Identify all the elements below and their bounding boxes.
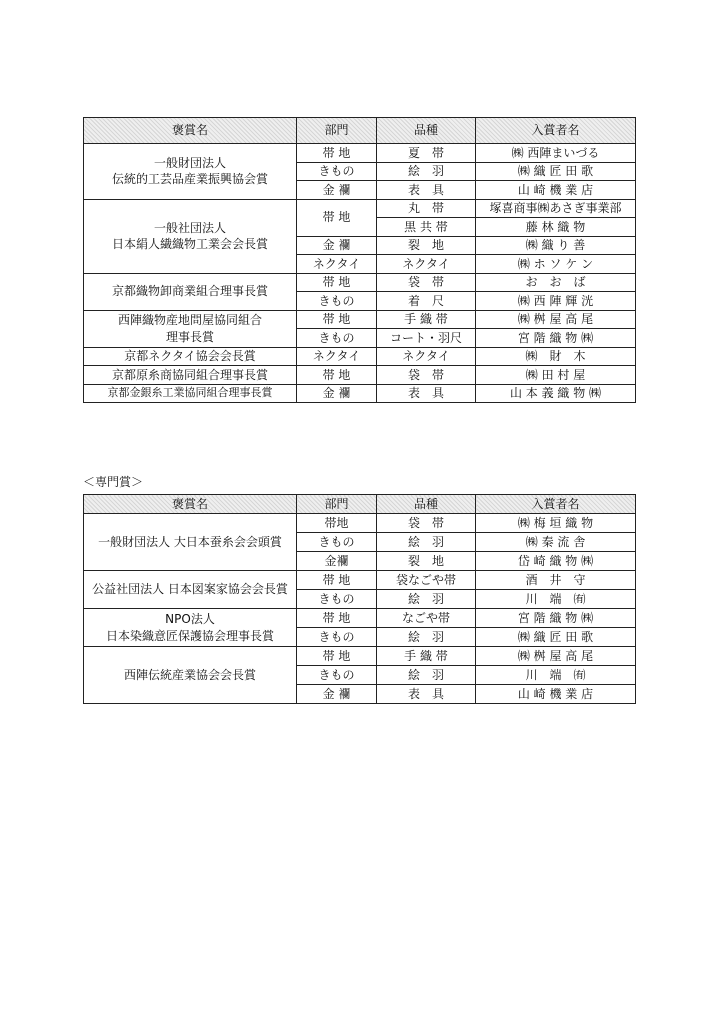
- winner-cell: ㈱ 織 り 善: [476, 236, 636, 255]
- winner-cell: ㈱ 秦 流 舎: [476, 533, 636, 552]
- winner-cell: 岱 崎 織 物 ㈱: [476, 552, 636, 571]
- winner-cell: 塚喜商事㈱あさぎ事業部: [476, 199, 636, 218]
- award-name-line: 公益社団法人 日本図案家協会会長賞: [92, 582, 288, 597]
- table-header-row: [84, 495, 636, 514]
- award-name-line: 日本絹人繊織物工業会会長賞: [111, 237, 268, 251]
- header-winner: 入賞者名: [476, 118, 636, 144]
- winner-cell: ㈱ 西 陣 輝 洸: [476, 292, 636, 311]
- winner-cell: ㈱ ホ ソ ケ ン: [476, 255, 636, 274]
- award-name-line: 伝統的工芸品産業振興協会賞: [111, 172, 268, 187]
- winner-cell: 川 端 ㈲: [476, 666, 636, 685]
- header-award: 褒賞名: [84, 118, 297, 144]
- winner-cell: ㈱ 西陣まいづる: [476, 144, 636, 163]
- winner-cell: 山 崎 機 業 店: [476, 685, 636, 704]
- award-name-line: 理事長賞: [165, 329, 214, 344]
- item-cell: 手 織 帯: [377, 647, 476, 666]
- winner-cell: 山 崎 機 業 店: [476, 181, 636, 200]
- table-row: [84, 144, 636, 163]
- winner-cell: 酒 井 守: [476, 571, 636, 590]
- table-row: [84, 199, 636, 218]
- dept-cell: ネクタイ: [297, 255, 377, 274]
- item-cell: 絵 羽: [377, 162, 476, 181]
- table-row: [84, 347, 636, 366]
- award-name-cell: [84, 571, 297, 609]
- award-name-cell: [84, 310, 297, 347]
- dept-cell: 帯 地: [297, 609, 377, 628]
- item-cell: なごや帯: [377, 609, 476, 628]
- dept-cell: きもの: [297, 533, 377, 552]
- dept-cell: 金襴: [297, 552, 377, 571]
- item-cell: 黒 共 帯: [377, 218, 476, 237]
- item-cell: 絵 羽: [377, 666, 476, 685]
- winner-cell: ㈱ 桝 屋 高 尾: [476, 310, 636, 329]
- item-cell: コート・羽尺: [377, 329, 476, 348]
- dept-cell: きもの: [297, 666, 377, 685]
- item-cell: ネクタイ: [377, 347, 476, 366]
- table-row: [84, 366, 636, 385]
- award-name-line: 京都原糸商協同組合理事長賞: [111, 367, 268, 382]
- award-name-cell: [84, 273, 297, 310]
- table-row: [84, 647, 636, 666]
- item-cell: 袋 帯: [377, 514, 476, 533]
- table-header-row: [84, 118, 636, 144]
- award-name-cell: [84, 384, 297, 403]
- section-label-specialty-awards: ＜専門賞＞: [83, 475, 144, 489]
- dept-cell: 帯 地: [297, 199, 377, 236]
- winner-cell: ㈱ 梅 垣 織 物: [476, 514, 636, 533]
- winner-cell: 山 本 義 織 物 ㈱: [476, 384, 636, 403]
- item-cell: 表 具: [377, 181, 476, 200]
- item-cell: 袋 帯: [377, 366, 476, 385]
- item-cell: 表 具: [377, 685, 476, 704]
- dept-cell: きもの: [297, 292, 377, 311]
- dept-cell: 帯 地: [297, 366, 377, 385]
- dept-cell: 帯 地: [297, 647, 377, 666]
- award-name-line: 一般財団法人: [153, 156, 226, 171]
- winner-cell: ㈱ 織 匠 田 歌: [476, 628, 636, 647]
- award-name-cell: [84, 647, 297, 704]
- table-body: [84, 514, 636, 704]
- item-cell: 丸 帯: [377, 199, 476, 218]
- item-cell: ネクタイ: [377, 255, 476, 274]
- table-row: [84, 609, 636, 628]
- award-name-cell: [84, 144, 297, 200]
- dept-cell: 帯 地: [297, 310, 377, 329]
- item-cell: 着 尺: [377, 292, 476, 311]
- item-cell: 手 織 帯: [377, 310, 476, 329]
- table-row: [84, 384, 636, 403]
- award-name-line: 日本染織意匠保護協会理事長賞: [105, 628, 274, 643]
- header-dept: 部門: [297, 495, 377, 514]
- award-name-line: NPO法人: [165, 612, 215, 627]
- award-name-line: 西陣織物産地問屋協同組合: [117, 313, 262, 328]
- winner-cell: ㈱ 財 木: [476, 347, 636, 366]
- dept-cell: ネクタイ: [297, 347, 377, 366]
- dept-cell: きもの: [297, 162, 377, 181]
- winner-cell: お お ば: [476, 273, 636, 292]
- dept-cell: 帯 地: [297, 571, 377, 590]
- dept-cell: きもの: [297, 628, 377, 647]
- header-item: 品種: [377, 118, 476, 144]
- header-dept: 部門: [297, 118, 377, 144]
- table-row: [84, 273, 636, 292]
- header-winner: 入賞者名: [476, 495, 636, 514]
- award-name-line: 京都ネクタイ協会会長賞: [124, 349, 256, 364]
- award-name-cell: [84, 199, 297, 273]
- dept-cell: 帯 地: [297, 144, 377, 163]
- header-item: 品種: [377, 495, 476, 514]
- winner-cell: 宮 階 織 物 ㈱: [476, 609, 636, 628]
- table-row: [84, 571, 636, 590]
- item-cell: 夏 帯: [377, 144, 476, 163]
- winner-cell: 藤 林 織 物: [476, 218, 636, 237]
- award-name-line: 京都金銀糸工業協同組合理事長賞: [107, 385, 273, 399]
- winner-cell: 宮 階 織 物 ㈱: [476, 329, 636, 348]
- table-row: [84, 310, 636, 329]
- item-cell: 絵 羽: [377, 533, 476, 552]
- item-cell: 袋 帯: [377, 273, 476, 292]
- winner-cell: ㈱ 田 村 屋: [476, 366, 636, 385]
- dept-cell: 金 襴: [297, 236, 377, 255]
- dept-cell: きもの: [297, 329, 377, 348]
- item-cell: 絵 羽: [377, 628, 476, 647]
- award-table-main: [83, 117, 636, 403]
- award-name-cell: [84, 366, 297, 385]
- header-award: 褒賞名: [84, 495, 297, 514]
- award-name-line: 一般社団法人: [153, 220, 226, 235]
- winner-cell: 川 端 ㈲: [476, 590, 636, 609]
- winner-cell: ㈱ 織 匠 田 歌: [476, 162, 636, 181]
- award-name-line: 一般財団法人 大日本蚕糸会会頭賞: [98, 534, 282, 549]
- item-cell: 絵 羽: [377, 590, 476, 609]
- award-name-line: 京都織物卸商業組合理事長賞: [111, 284, 268, 299]
- award-name-line: 西陣伝統産業協会会長賞: [123, 667, 256, 682]
- award-name-cell: [84, 347, 297, 366]
- dept-cell: 帯地: [297, 514, 377, 533]
- item-cell: 袋なごや帯: [377, 571, 476, 590]
- award-name-cell: [84, 514, 297, 571]
- dept-cell: 金 襴: [297, 685, 377, 704]
- item-cell: 裂 地: [377, 236, 476, 255]
- item-cell: 表 具: [377, 384, 476, 403]
- award-name-cell: [84, 609, 297, 647]
- table-body: [84, 144, 636, 403]
- dept-cell: 金 襴: [297, 384, 377, 403]
- winner-cell: ㈱ 桝 屋 高 尾: [476, 647, 636, 666]
- award-table-specialty: [83, 494, 636, 704]
- item-cell: 裂 地: [377, 552, 476, 571]
- dept-cell: 帯 地: [297, 273, 377, 292]
- table-row: [84, 514, 636, 533]
- dept-cell: 金 襴: [297, 181, 377, 200]
- dept-cell: きもの: [297, 590, 377, 609]
